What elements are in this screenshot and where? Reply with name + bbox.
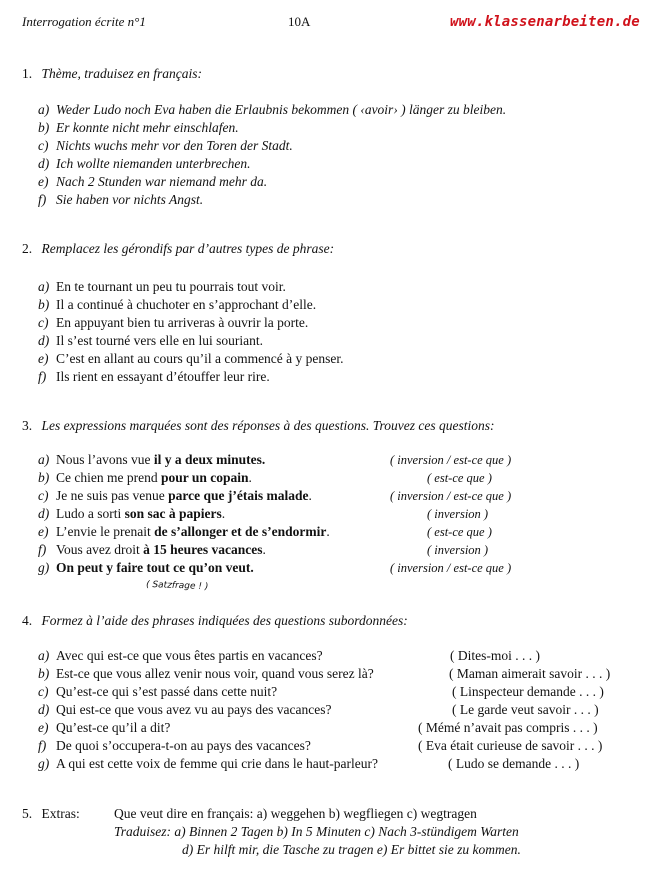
q2-item-c: c) En appuyant bien tu arriveras à ouvrir la porte.	[38, 315, 309, 330]
q4-title: Formez à l’aide des phrases indiquées des questions subordonnées:	[41, 613, 408, 628]
q4-hint-c: ( Linspecteur demande . . . )	[452, 684, 604, 699]
q4-hint-f: ( Eva était curieuse de savoir . . . )	[418, 738, 603, 753]
q5-line-2: Traduisez: a) Binnen 2 Tagen b) In 5 Minuten c) Nach 3-stündigem Warten	[114, 824, 519, 839]
q2-number: 2.	[22, 241, 33, 256]
q4-item-g: g) A qui est cette voix de femme qui crie dans le haut-parleur?	[38, 756, 379, 771]
q2-item-d: d) Il s’est tourné vers elle en lui souriant.	[38, 333, 263, 348]
q3-item-b: b) Ce chien me prend pour un copain.	[38, 470, 252, 485]
q1-item-b: b) Er konnte nicht mehr einschlafen.	[38, 120, 239, 135]
q3-note-d: ( inversion )	[427, 507, 489, 521]
q3-heading	[22, 418, 494, 434]
q4-hint-g: ( Ludo se demande . . . )	[448, 756, 580, 771]
q2-item-e: e) C’est en allant au cours qu’il a commencé à y penser.	[38, 351, 344, 366]
q1-number: 1.	[22, 66, 33, 81]
handwritten-annotation: ( Satzfrage ! )	[145, 579, 209, 593]
q3-item-c: c) Je ne suis pas venue parce que j’étais malade.	[38, 488, 312, 503]
q2-item-b: b) Il a continué à chuchoter en s’approchant d’elle.	[38, 297, 317, 312]
q3-note-c: ( inversion / est-ce que )	[390, 489, 512, 503]
q3-number: 3.	[22, 418, 33, 433]
q4-item-f: f) De quoi s’occupera-t-on au pays des vacances?	[38, 738, 311, 753]
website-logo: www.klassenarbeiten.de	[450, 14, 640, 30]
q5-line-3: d) Er hilft mir, die Tasche zu tragen e) Er bittet sie zu kommen.	[182, 842, 521, 857]
q4-hint-d: ( Le garde veut savoir . . . )	[452, 702, 599, 717]
q1-title: Thème, traduisez en français:	[41, 66, 202, 81]
q2-title: Remplacez les gérondifs par d’autres types de phrase:	[41, 241, 335, 256]
q4-item-b: b) Est-ce que vous allez venir nous voir, quand vous serez là?	[38, 666, 374, 681]
q5-number: 5.	[22, 806, 33, 821]
q3-item-g: g) On peut y faire tout ce qu’on veut.	[38, 560, 254, 575]
q3-note-a: ( inversion / est-ce que )	[390, 453, 512, 467]
class-label: 10A	[288, 14, 311, 29]
q5-title: Extras:	[41, 806, 80, 821]
exam-title: Interrogation écrite n°1	[22, 14, 146, 29]
q4-number: 4.	[22, 613, 33, 628]
q4-hint-e: ( Mémé n’avait pas compris . . . )	[418, 720, 598, 735]
q1-item-d: d) Ich wollte niemanden unterbrechen.	[38, 156, 251, 171]
q3-note-b: ( est-ce que )	[427, 471, 492, 485]
q3-title: Les expressions marquées sont des réponses à des questions. Trouvez ces questions:	[41, 418, 495, 433]
q3-note-e: ( est-ce que )	[427, 525, 492, 539]
q3-note-g: ( inversion / est-ce que )	[390, 561, 512, 575]
q3-item-e: e) L’envie le prenait de s’allonger et de s’endormir.	[38, 524, 330, 539]
q3-item-a: a) Nous l’avons vue il y a deux minutes.	[38, 452, 266, 467]
q4-item-e: e) Qu’est-ce qu’il a dit?	[38, 720, 171, 735]
q5-line-1: Que veut dire en français: a) weggehen b) wegfliegen c) wegtragen	[114, 806, 477, 821]
q1-item-c: c) Nichts wuchs mehr vor den Toren der Stadt.	[38, 138, 293, 153]
q2-heading	[22, 241, 334, 257]
q2-item-f: f) Ils rient en essayant d’étouffer leur rire.	[38, 369, 270, 384]
q1-item-e: e) Nach 2 Stunden war niemand mehr da.	[38, 174, 268, 189]
q4-item-a: a) Avec qui est-ce que vous êtes partis en vacances?	[38, 648, 323, 663]
q4-heading	[22, 613, 408, 629]
q4-item-d: d) Qui est-ce que vous avez vu au pays des vacances?	[38, 702, 332, 717]
q5-heading	[22, 806, 80, 822]
q4-hint-a: ( Dites-moi . . . )	[450, 648, 540, 663]
q1-item-a: a) Weder Ludo noch Eva haben die Erlaubnis bekommen ( ‹avoir› ) länger zu bleiben.	[38, 102, 507, 117]
q3-note-f: ( inversion )	[427, 543, 489, 557]
q1-heading	[22, 66, 202, 82]
q3-item-f: f) Vous avez droit à 15 heures vacances.	[38, 542, 266, 557]
q1-item-f: f) Sie haben vor nichts Angst.	[38, 192, 204, 207]
q4-hint-b: ( Maman aimerait savoir . . . )	[449, 666, 611, 681]
q3-item-d: d) Ludo a sorti son sac à papiers.	[38, 506, 226, 521]
q4-item-c: c) Qu’est-ce qui s’est passé dans cette nuit?	[38, 684, 278, 699]
q2-item-a: a) En te tournant un peu tu pourrais tout voir.	[38, 279, 286, 294]
